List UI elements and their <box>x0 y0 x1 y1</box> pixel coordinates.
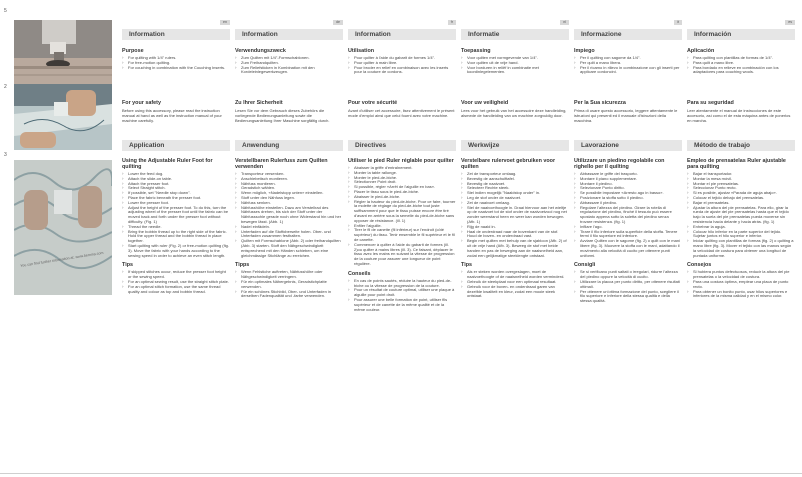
page-number: 5 <box>4 8 7 14</box>
list-item: › For an optimal stitch formation, use the same thread quality and colour as top and bobbin thread. <box>122 285 230 295</box>
list-item: › If possible, set "Needle stop down". <box>122 191 230 196</box>
list-item: › Monter la table rallonge. <box>348 171 456 176</box>
tips-heading: Conseils <box>348 270 371 277</box>
list-item: › Si possible, régler «Arrêt de l'aiguille en bas». <box>348 185 456 190</box>
list-item: › Select Straight stitch. <box>122 186 230 191</box>
purpose-heading: Verwendungszweck <box>235 48 286 54</box>
safety-block <box>348 100 456 118</box>
safety-block <box>574 100 682 123</box>
list-item: › Gebruik de steekplaat voor een optimaal resultaat. <box>461 280 569 285</box>
list-item: › Bevestig de naaivoet. <box>461 182 569 187</box>
list-item: › Haal de onderdraad naar de bovenkant van de stof. Houd de boven- en onderdraad vast. <box>461 230 569 240</box>
list-item: › Rijg de naald in. <box>461 225 569 230</box>
list-item: › Tirare il filo inferiore sulla superficie della stoffa. Tenere fermi il filo superiore ed inferiore. <box>574 230 682 240</box>
purpose-heading: Aplicación <box>687 48 715 54</box>
list-item: › Adjust the height of the presser foot. To do this, turn the adjusting wheel of the presser foot until the fabric can be moved back and forth under the presser foot without difficulty. (Fig. 1) <box>122 206 230 225</box>
lang-tag-nl: nl <box>461 20 569 26</box>
tips-heading: Tipps <box>235 262 250 269</box>
list-item: › Montare il piano supplementare. <box>574 177 682 182</box>
usage-block <box>348 158 456 312</box>
section-bar-information: Informazione <box>574 29 682 40</box>
purpose-block <box>122 48 230 70</box>
safety-text: Lesen Sie vor dem Gebrauch dieses Zubehörs die vorliegende Bedienungsanleitung sowie die Bedienungsanleitung Ihrer Maschine sorgfältig durch. <box>235 108 330 123</box>
section-bar-application: Werkwijze <box>461 140 569 151</box>
usage-block <box>461 158 569 299</box>
list-item: › Thread the needle. <box>122 225 230 230</box>
list-item: › If skipped stitches occur, reduce the presser foot height or the sewing speed. <box>122 270 230 280</box>
list-item: › Iniciar quilting con plantillas de formas (fig. 2) o quilting a mano libre (fig. 3). Mover el tejido con las manos según la velocidad de costura para obtener una longitud de puntada uniforme. <box>687 239 795 258</box>
tips-heading: Consigli <box>574 262 596 269</box>
list-item: › Utilizzare la placca per punto diritto, per ottenere risultati ottimali. <box>574 280 682 290</box>
list-item: › Für ein optimales Nähergebnis, Geradstichplatte verwenden. <box>235 280 343 290</box>
photo-free-motion-quilting <box>14 160 112 295</box>
usage-heading: Utiliser le pied Ruler réglable pour quilter <box>348 158 454 164</box>
list-item: › Pour un résultat de couture optimal, utiliser une plaque à aiguille pour point droit. <box>348 288 456 298</box>
list-item: › Voor quilten met vormgevende van 1/4". <box>461 56 569 61</box>
section-bar-application: Anwendung <box>235 140 343 151</box>
section-bar-application: Application <box>122 140 230 151</box>
usage-block <box>235 158 343 299</box>
list-item: › Para quilt a mano libre. <box>687 61 795 66</box>
list-item: › Wenn möglich, «Nadelstopp unten» einstellen. <box>235 191 343 196</box>
list-item: › Enfiler l'aiguille. <box>348 224 456 229</box>
list-item: › Unterfaden auf die Stoffoberseite holen. Ober- und Unterfaden zusammen festhalten. <box>235 230 343 240</box>
purpose-heading: Impiego <box>574 48 595 54</box>
lang-tag-es: es <box>687 20 795 26</box>
list-item: › Posizionare la stoffa sotto il piedino. <box>574 196 682 201</box>
list-item: › Bajar el prensatelas. <box>687 201 795 206</box>
safety-heading: Voor uw veiligheid <box>461 100 509 106</box>
section-number-2: 2 <box>4 84 7 90</box>
lang-tag-de: de <box>235 20 343 26</box>
section-bar-information: Información <box>687 29 795 40</box>
purpose-block <box>235 48 343 75</box>
list-item: › For an optimal sewing result, use the straight stitch plate. <box>122 280 230 285</box>
list-item: › Place the fabric beneath the presser foot. <box>122 196 230 201</box>
safety-block <box>235 100 343 123</box>
list-item: › Selezionare Punto diritto. <box>574 186 682 191</box>
list-item: › Bajar el transportador. <box>687 172 795 177</box>
list-item: › Per quilt a mano libera. <box>574 61 682 66</box>
section-number-3: 3 <box>4 152 7 158</box>
list-item: › Zum Freihandquilten. <box>235 61 343 66</box>
list-item: › Stoff unter den Nähfuss legen. <box>235 196 343 201</box>
list-item: › For free-motion quilting. <box>122 61 230 66</box>
list-item: › Start quilting with ruler (Fig. 2) or free-motion quilting (fig. 3). Move the fabric with your hands according to the sewing speed in order to achieve an even stitch length. <box>122 244 230 258</box>
section-bar-information: Information <box>348 29 456 40</box>
list-item: › Lower the feed dog. <box>122 172 230 177</box>
list-item: › Zum Reliefsticken in Kombination mit den Kordeleinlegewerkzeugen. <box>235 66 343 76</box>
purpose-heading: Purpose <box>122 48 144 54</box>
list-item: › En cas de points sautés, réduire la hauteur du pied-de-biche ou la vitesse de progression de la couture. <box>348 279 456 289</box>
purpose-heading: Toepassing <box>461 48 491 54</box>
tips-heading: Consejos <box>687 262 712 269</box>
list-item: › Pour quilter à l'aide du gabarit de formes 1/4". <box>348 56 456 61</box>
bottom-divider <box>0 473 802 474</box>
list-item: › Begin met quilten met behulp van de sjabloon (Afb. 2) of uit de vrije hand (Afb. 3). Beweeg de stof met beide handen en pas de beweging aan de naaisnelheid aan, zodat een gelijkmatige steeklengte ontstaat. <box>461 239 569 258</box>
list-item: › Para quilting con plantillas de formas de 1/4". <box>687 56 795 61</box>
list-item: › Nähfuss senken. <box>235 201 343 206</box>
list-item: › Per ottenere un'ottima formazione del punto, scegliere il filo superiore e inferiore della stessa qualità e della stessa qualità. <box>574 290 682 304</box>
list-item: › Colocar hilo inferior en la parte superior del tejido. Sujetar juntos el hilo superior e inferior. <box>687 230 795 240</box>
list-item: › Bevestig de aanschuiftafel. <box>461 177 569 182</box>
safety-heading: Zu Ihrer Sicherheit <box>235 100 283 106</box>
list-item: › Colocar el tejido debajo del prensatelas. <box>687 196 795 201</box>
usage-heading: Verstellbaren Rulerfuss zum Quilten verwenden <box>235 158 328 170</box>
section-bar-application: Lavorazione <box>574 140 682 151</box>
purpose-block <box>687 48 795 75</box>
list-item: › Pour quilter à main libre. <box>348 61 456 66</box>
list-item: › Sélectionner Point droit. <box>348 180 456 185</box>
list-item: › Avviare Quilten con le sagome (fig. 2) o quilt con le mani libere (fig. 3). Muovere la stoffa con le mani, adattando il movimento alla velocità di cucito per ottenere punti uniformi. <box>574 239 682 258</box>
list-item: › Transporteur versenken. <box>235 172 343 177</box>
list-item: › Pour broder en relief en combinaison avec les inserts pour la couture de cordons. <box>348 66 456 76</box>
list-item: › Bring the bobbin thread up to the right side of the fabric. Hold the upper thread and the bobbin thread in place together. <box>122 230 230 244</box>
list-item: › Nähfuss montieren. <box>235 182 343 187</box>
section-bar-application: Método de trabajo <box>687 140 795 151</box>
list-item: › Monter le pied-de-biche. <box>348 176 456 181</box>
photo-caption: You can find further information at: www.bernina.com <box>20 250 104 268</box>
list-item: › Regolare l'altezza del piedino. Girare la rotella di regolazione del piedino, finché il tessuto può essere spostato appena sotto la soletta del piedino senza trovare resistenza. (fig. 1) <box>574 206 682 225</box>
list-item: › Montar la mesa móvil. <box>687 177 795 182</box>
list-item: › Lower the presser foot. <box>122 201 230 206</box>
safety-block <box>687 100 795 123</box>
list-item: › Para una costura óptima, emplear una placa de punto recto. <box>687 280 795 290</box>
list-item: › Abaisser le pied-de-biche. <box>348 195 456 200</box>
list-item: › Leg de stof onder de naaivoet. <box>461 196 569 201</box>
usage-heading: Utilizzare un piedino regolabile con righello per il quilting <box>574 158 665 170</box>
list-item: › Stel de naaivoethoogte in. Draai hiervoor aan het wieltje op de naaivoet tot de stof onder de naaivoetzool nog net zonder weerstand heen en weer kan worden bewogen. (Afb. 1) <box>461 206 569 225</box>
list-item: › Se possibile impostare «Arresto ago in basso». <box>574 191 682 196</box>
list-item: › Régler la hauteur du pied-de-biche. Pour ce faire, tourner la molette de réglage du pied-de-biche tout juste suffisamment pour que le tissu puisse encore être tiré d'avant en arrière sous la semelle du pied-de-biche sans opposer de résistance. (ill. 1) <box>348 200 456 224</box>
list-item: › Nähfusshöhe einstellen. Dazu am Verstellrad des Nähfusses drehen, bis sich der Stoff unter der Nähfusssohle gerade noch ohne Widerstand hin und her bewegen lässt. (Abb. 1) <box>235 206 343 225</box>
list-item: › Attach the slide-on table. <box>122 177 230 182</box>
list-item: › Nadel einfädeln. <box>235 225 343 230</box>
usage-block <box>122 158 230 294</box>
list-item: › Als er steken worden overgeslagen, moet de naaivoethoogte of de naaisnelheid worden verminderd. <box>461 270 569 280</box>
list-item: › Abbassare le griffe del trasporto. <box>574 172 682 177</box>
list-item: › For couching in combination with the Couching Inserts. <box>122 66 230 71</box>
usage-heading: Verstelbare rulervoet gebruiken voor quilten <box>461 158 556 170</box>
list-item: › Attach the presser foot. <box>122 182 230 187</box>
list-item: › Abbassare il piedino. <box>574 201 682 206</box>
list-item: › Enhebrar la aguja. <box>687 225 795 230</box>
usage-block <box>574 158 682 304</box>
safety-text: Before using this accessory, please read the instruction manual at hand as well as the instruction manual of your machine carefully. <box>122 108 222 123</box>
safety-block <box>461 100 569 118</box>
safety-heading: For your safety <box>122 100 161 106</box>
list-item: › Für ein schönes Stichbild, Ober- und Unterfaden in derselben Fadenqualität und -farbe verwenden. <box>235 290 343 300</box>
safety-text: Prima di usare questo accessorio, leggere attentamente le istruzioni qui presenti ed il manuale d'istruzioni della macchina. <box>574 108 678 123</box>
list-item: › Zet de transporteur omlaag. <box>461 172 569 177</box>
list-item: › For quilting with 1/4" rulers. <box>122 56 230 61</box>
list-item: › Para bordado en relieve en combinación con los adaptadores para couching wools. <box>687 66 795 76</box>
safety-text: Leer atentamente el manual de instrucciones de este accesorio, así como el de esta máquina antes de ponerlos en marcha. <box>687 108 791 123</box>
list-item: › Montar el pie prensatelas. <box>687 182 795 187</box>
safety-heading: Para su seguridad <box>687 100 734 106</box>
tips-heading: Tips <box>122 262 133 269</box>
list-item: › Montare il piedino. <box>574 182 682 187</box>
lang-tag-fr: fr <box>348 20 456 26</box>
purpose-heading: Utilisation <box>348 48 375 54</box>
safety-heading: Per la Sua sicurezza <box>574 100 626 106</box>
purpose-block <box>574 48 682 75</box>
usage-block <box>687 158 795 299</box>
list-item: › Infilare l'ago. <box>574 225 682 230</box>
safety-block <box>122 100 230 123</box>
list-item: › Tirer le fil de canette (fil inférieur) sur l'endroit (côté supérieur) du tissu. Tenir ensemble le fil supérieur et le fil de canette. <box>348 228 456 242</box>
list-item: › Zet de naaivoet omlaag. <box>461 201 569 206</box>
list-item: › Pour assurer une belle formation de point, utiliser fils supérieur et de canette de la même qualité et de la même couleur. <box>348 298 456 312</box>
section-bar-application: Directives <box>348 140 456 151</box>
list-item: › Anschiebetisch montieren. <box>235 177 343 182</box>
list-item: › Voor quilten uit de vrije hand. <box>461 61 569 66</box>
list-item: › Selecteer Rechte steek. <box>461 186 569 191</box>
list-item: › Zum Quilten mit 1/4"-Formschablonen. <box>235 56 343 61</box>
list-item: › Geradstich wählen. <box>235 186 343 191</box>
section-bar-information: Informatie <box>461 29 569 40</box>
safety-text: Lees voor het gebruik van het accessoire deze handleiding, alsmede de handleiding van uw machine zorgvuldig door. <box>461 108 567 118</box>
safety-heading: Pour votre sécurité <box>348 100 398 106</box>
list-item: › Seleccionar Punto recto. <box>687 186 795 191</box>
list-item: › Per il ricamo in rilievo in combinazione con gli inserti per applicare cordoncini. <box>574 66 682 76</box>
section-bar-information: Information <box>235 29 343 40</box>
usage-heading: Using the Adjustable Ruler Foot for quilting <box>122 158 213 170</box>
list-item: › Stel indien mogelijk "Naaldstop onder" in. <box>461 191 569 196</box>
list-item: › Wenn Fehlstiche auftreten, Nähfusshöhe oder Nähgeschwindigkeit verringern. <box>235 270 343 280</box>
list-item: › Ajustar la altura del pie prensatelas. Para ello, girar la rueda de ajuste del pie prensatelas hasta que el tejido bajo la suela del pie prensatelas pueda moverse sin resistencia hacia delante y hacia atrás. (fig. 1) <box>687 206 795 225</box>
list-item: › Quilten mit Formschablone (Abb. 2) oder freihandquilten (Abb. 3) starten. Stoff den Nähgeschwindigkeit entsprechend mit den Händen schieben, um eine gleichmässige Stichlänge zu erreichen. <box>235 239 343 258</box>
lang-tag-it: it <box>574 20 682 26</box>
purpose-block <box>348 48 456 75</box>
safety-text: Avant d'utiliser cet accessoire, lisez attentivement le présent mode d'emploi ainsi que celui fourni avec votre machine. <box>348 108 455 118</box>
list-item: › Per il quilting con sagome da 1/4". <box>574 56 682 61</box>
lang-tag-en: en <box>122 20 230 26</box>
purpose-block <box>461 48 569 75</box>
tips-heading: Tips <box>461 262 472 269</box>
photo-presser-foot <box>14 20 112 85</box>
list-item: › Voor borduren in reliëf in combinatie met koordinlegelementen. <box>461 66 569 76</box>
list-item: › Para obtener un bonito punto, usar hilos superiores e inferiores de la misma calidad y en el mismo color. <box>687 290 795 300</box>
list-item: › Se si verificano punti saltati o irregolari, ridurre l'altezza del piedino oppure la velocità di cucito. <box>574 270 682 280</box>
usage-heading: Empleo de prensatelas Ruler ajustable para quilting <box>687 158 786 170</box>
list-item: › Si hubiera puntos defectuosos, reducir la altura del pie prensatelas o la velocidad de costura. <box>687 270 795 280</box>
section-bar-information: Information <box>122 29 230 40</box>
photo-ruler-quilting <box>14 84 112 150</box>
list-item: › Commencer à quilter à l'aide du gabarit de formes (ill. 2)ou quilter à mains libres (ill. 3). Ce faisant, déplacer le tissu avec les mains en suivant la vitesse de progression de la couture pour assurer une longueur de point régulière. <box>348 243 456 267</box>
list-item: › Placer le tissu sous le pied-de-biche. <box>348 190 456 195</box>
list-item: › Si es posible, ajustar «Parada de aguja abajo». <box>687 191 795 196</box>
list-item: › Abaisser la griffe d'entraînement. <box>348 166 456 171</box>
list-item: › Gebruik voor de boven- en onderdraad garen van dezelfde kwaliteit en kleur, zodat een mooie steek ontstaat. <box>461 285 569 299</box>
